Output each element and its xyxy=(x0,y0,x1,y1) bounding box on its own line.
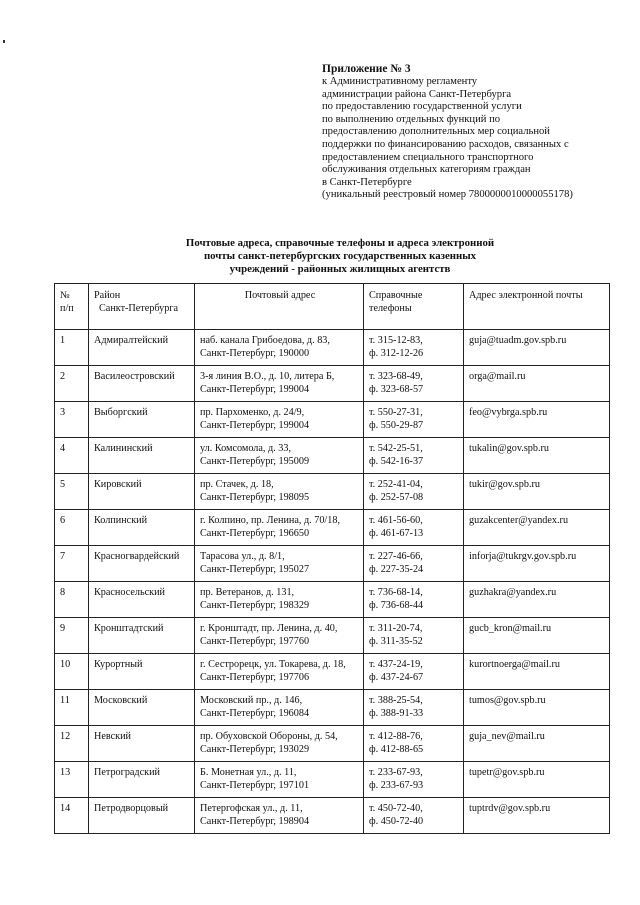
header-phones-line: Справочные xyxy=(369,290,423,301)
row-num-line: 7 xyxy=(60,551,66,562)
row-num xyxy=(55,726,89,762)
document-title-line: почты санкт-петербургских государственных казенных xyxy=(203,250,477,262)
row-email xyxy=(464,798,610,834)
row-district-line: Кронштадтский xyxy=(94,623,164,634)
row-phones-line: ф. 311-35-52 xyxy=(369,635,423,647)
row-num-line: 9 xyxy=(60,623,66,634)
row-address xyxy=(195,510,364,546)
appendix-title: Приложение № 3 xyxy=(322,63,411,75)
row-phones-line: т. 233-67-93, xyxy=(369,767,423,778)
row-address xyxy=(195,654,364,690)
row-email-line: gucb_kron@mail.ru xyxy=(469,623,552,634)
row-email-line: tumos@gov.spb.ru xyxy=(469,695,546,706)
table-row xyxy=(55,366,610,402)
header-district-line: Район xyxy=(94,290,121,301)
row-district-line: Петродворцовый xyxy=(94,803,169,814)
table-row xyxy=(55,618,610,654)
row-email xyxy=(464,330,610,366)
table-row xyxy=(55,402,610,438)
row-email xyxy=(464,618,610,654)
row-phones-line: т. 323-68-49, xyxy=(369,371,423,382)
row-phones-line: т. 412-88-76, xyxy=(369,731,423,742)
row-address xyxy=(195,330,364,366)
row-district xyxy=(89,546,195,582)
row-district-line: Красногвардейский xyxy=(94,551,180,562)
row-phones-line: т. 315-12-83, xyxy=(369,335,423,346)
row-address-line: Санкт-Петербург, 196650 xyxy=(200,527,310,539)
row-phones-line: ф. 388-91-33 xyxy=(369,707,424,719)
row-address-line: Санкт-Петербург, 190000 xyxy=(200,347,310,359)
table-row xyxy=(55,330,610,366)
row-district-line: Адмиралтейский xyxy=(94,335,169,346)
row-phones-line: т. 311-20-74, xyxy=(369,623,423,634)
document-title xyxy=(150,237,530,276)
row-address-line: пр. Пархоменко, д. 24/9, xyxy=(200,407,305,418)
appendix-line: по предоставлению государственной услуги xyxy=(322,101,522,113)
row-phones-line: т. 252-41-04, xyxy=(369,479,423,490)
row-address-line: Санкт-Петербург, 199004 xyxy=(200,383,310,395)
row-num-line: 5 xyxy=(60,479,66,490)
row-address-line: г. Колпино, пр. Ленина, д. 70/18, xyxy=(200,515,340,526)
row-address-line: Санкт-Петербург, 197101 xyxy=(200,779,310,791)
document-title-line: учреждений - районных жилищных агентств xyxy=(229,263,451,275)
table-row xyxy=(55,438,610,474)
table-row xyxy=(55,510,610,546)
row-district-line: Выборгский xyxy=(94,407,148,418)
margin-mark xyxy=(3,40,5,43)
appendix-line: предоставлением специального транспортного xyxy=(322,151,534,163)
row-phones xyxy=(364,402,464,438)
row-phones xyxy=(364,474,464,510)
header-email: Адрес электронной почты xyxy=(464,284,610,330)
row-num xyxy=(55,546,89,582)
table-row xyxy=(55,654,610,690)
document-title-line: Почтовые адреса, справочные телефоны и адреса электронной xyxy=(185,237,495,249)
row-email-line: guzhakra@yandex.ru xyxy=(469,587,557,598)
row-phones xyxy=(364,438,464,474)
row-phones-line: ф. 736-68-44 xyxy=(369,599,424,611)
row-district-line: Колпинский xyxy=(94,515,148,526)
appendix-line: (уникальный реестровый номер 7800000010000055178) xyxy=(322,189,573,201)
row-phones-line: т. 461-56-60, xyxy=(369,515,423,526)
row-num-line: 10 xyxy=(60,659,71,670)
row-address-line: пр. Ветеранов, д. 131, xyxy=(200,587,295,598)
row-address-line: Санкт-Петербург, 193029 xyxy=(200,743,310,755)
row-num xyxy=(55,330,89,366)
row-address-line: Санкт-Петербург, 197760 xyxy=(200,635,310,647)
row-phones-line: ф. 437-24-67 xyxy=(369,671,424,683)
row-phones-line: т. 450-72-40, xyxy=(369,803,423,814)
row-num xyxy=(55,438,89,474)
row-email xyxy=(464,438,610,474)
row-district xyxy=(89,618,195,654)
row-email-line: guzakcenter@yandex.ru xyxy=(469,515,569,526)
row-address xyxy=(195,798,364,834)
row-address xyxy=(195,474,364,510)
row-phones-line: т. 542-25-51, xyxy=(369,443,423,454)
row-phones-line: т. 736-68-14, xyxy=(369,587,423,598)
table-row xyxy=(55,690,610,726)
row-phones-line: ф. 323-68-57 xyxy=(369,383,424,395)
row-num xyxy=(55,618,89,654)
row-address-line: Санкт-Петербург, 195027 xyxy=(200,563,310,575)
row-phones-line: т. 388-25-54, xyxy=(369,695,423,706)
row-email-line: tukir@gov.spb.ru xyxy=(469,479,540,490)
row-district xyxy=(89,690,195,726)
row-phones-line: ф. 542-16-37 xyxy=(369,455,424,467)
row-address-line: Тарасова ул., д. 8/1, xyxy=(200,551,285,562)
row-district xyxy=(89,654,195,690)
table-row xyxy=(55,582,610,618)
header-phones xyxy=(364,284,464,330)
header-phones-line: телефоны xyxy=(369,302,412,314)
row-num xyxy=(55,798,89,834)
row-district xyxy=(89,510,195,546)
row-district xyxy=(89,798,195,834)
row-address-line: наб. канала Грибоедова, д. 83, xyxy=(200,335,330,346)
row-district xyxy=(89,438,195,474)
row-address-line: Б. Монетная ул., д. 11, xyxy=(200,767,297,778)
row-num-line: 3 xyxy=(60,407,66,418)
row-address-line: Санкт-Петербург, 198329 xyxy=(200,599,310,611)
header-district-line: Санкт-Петербурга xyxy=(99,302,179,314)
row-district xyxy=(89,582,195,618)
row-email xyxy=(464,654,610,690)
row-district xyxy=(89,474,195,510)
row-email xyxy=(464,402,610,438)
row-phones-line: ф. 461-67-13 xyxy=(369,527,424,539)
row-num xyxy=(55,402,89,438)
row-phones-line: ф. 412-88-65 xyxy=(369,743,424,755)
row-email xyxy=(464,726,610,762)
row-address xyxy=(195,582,364,618)
row-address xyxy=(195,726,364,762)
row-phones xyxy=(364,762,464,798)
row-num xyxy=(55,690,89,726)
row-address-line: 3-я линия В.О., д. 10, литера Б, xyxy=(200,371,335,382)
row-district xyxy=(89,762,195,798)
row-num xyxy=(55,366,89,402)
row-address-line: Санкт-Петербург, 195009 xyxy=(200,455,310,467)
row-address-line: Санкт-Петербург, 199004 xyxy=(200,419,310,431)
row-address-line: Петергофская ул., д. 11, xyxy=(200,803,303,814)
row-district-line: Невский xyxy=(94,731,132,742)
appendix-line: к Административному регламенту xyxy=(322,76,478,87)
row-num-line: 4 xyxy=(60,443,66,454)
row-num-line: 8 xyxy=(60,587,66,598)
row-district xyxy=(89,366,195,402)
row-address-line: пр. Обуховской Обороны, д. 54, xyxy=(200,731,338,742)
appendix-line: в Санкт-Петербурге xyxy=(322,176,412,188)
table-row xyxy=(55,798,610,834)
header-num-line: № xyxy=(60,290,70,301)
row-phones-line: т. 550-27-31, xyxy=(369,407,423,418)
row-phones-line: ф. 227-35-24 xyxy=(369,563,424,575)
row-district xyxy=(89,726,195,762)
row-district-line: Калининский xyxy=(94,443,153,454)
row-email-line: orga@mail.ru xyxy=(469,371,526,382)
row-district xyxy=(89,402,195,438)
row-address xyxy=(195,366,364,402)
row-address xyxy=(195,690,364,726)
row-phones xyxy=(364,546,464,582)
row-address xyxy=(195,438,364,474)
row-num-line: 12 xyxy=(60,731,71,742)
row-phones xyxy=(364,330,464,366)
row-address xyxy=(195,546,364,582)
row-email xyxy=(464,366,610,402)
row-num xyxy=(55,510,89,546)
row-email-line: guja_nev@mail.ru xyxy=(469,731,545,742)
appendix-line: администрации района Санкт-Петербурга xyxy=(322,88,512,100)
header-address: Почтовый адрес xyxy=(195,284,364,330)
header-district xyxy=(89,284,195,330)
row-num xyxy=(55,762,89,798)
row-phones xyxy=(364,582,464,618)
row-email-line: tuptrdv@gov.spb.ru xyxy=(469,803,551,814)
row-address-line: Санкт-Петербург, 196084 xyxy=(200,707,310,719)
row-district-line: Кировский xyxy=(94,479,142,490)
row-address-line: Московский пр., д. 146, xyxy=(200,695,303,706)
row-address xyxy=(195,618,364,654)
row-address-line: г. Кронштадт, пр. Ленина, д. 40, xyxy=(200,623,338,634)
row-email xyxy=(464,762,610,798)
row-address-line: Санкт-Петербург, 197706 xyxy=(200,671,310,683)
header-num-line: п/п xyxy=(60,302,74,314)
row-phones xyxy=(364,654,464,690)
table-row xyxy=(55,762,610,798)
table-row xyxy=(55,474,610,510)
appendix-block xyxy=(322,62,622,202)
row-num-line: 1 xyxy=(60,335,66,346)
row-phones xyxy=(364,798,464,834)
row-address-line: ул. Комсомола, д. 33, xyxy=(200,443,291,454)
row-phones-line: ф. 312-12-26 xyxy=(369,347,424,359)
row-phones-line: т. 227-46-66, xyxy=(369,551,423,562)
row-address-line: Санкт-Петербург, 198095 xyxy=(200,491,310,503)
table-row xyxy=(55,546,610,582)
row-num-line: 14 xyxy=(60,803,71,814)
table-header-row xyxy=(55,284,610,330)
row-address-line: Санкт-Петербург, 198904 xyxy=(200,815,310,827)
row-phones xyxy=(364,510,464,546)
row-address xyxy=(195,402,364,438)
row-num-line: 2 xyxy=(60,371,66,382)
row-address xyxy=(195,762,364,798)
row-num-line: 6 xyxy=(60,515,66,526)
row-email-line: guja@tuadm.gov.spb.ru xyxy=(469,335,567,346)
row-num xyxy=(55,474,89,510)
row-district-line: Московский xyxy=(94,695,148,706)
appendix-line: поддержки по финансированию расходов, связанных с xyxy=(322,138,569,150)
row-num xyxy=(55,582,89,618)
row-email-line: inforja@tukrgv.gov.spb.ru xyxy=(469,551,577,562)
row-address-line: пр. Стачек, д. 18, xyxy=(200,479,274,490)
row-phones xyxy=(364,690,464,726)
row-email-line: feo@vybrga.spb.ru xyxy=(469,407,548,418)
row-phones-line: ф. 450-72-40 xyxy=(369,815,424,827)
appendix-line: обслуживания отдельных категориям граждан xyxy=(322,164,531,176)
row-address-line: г. Сестрорецк, ул. Токарева, д. 18, xyxy=(200,659,346,670)
row-phones-line: ф. 252-57-08 xyxy=(369,491,424,503)
row-phones-line: ф. 550-29-87 xyxy=(369,419,424,431)
row-district-line: Курортный xyxy=(94,659,143,670)
row-district-line: Василеостровский xyxy=(94,371,175,382)
table-row xyxy=(55,726,610,762)
appendix-line: по выполнению отдельных функций по xyxy=(322,113,501,125)
row-district xyxy=(89,330,195,366)
row-email-line: kurortnoerga@mail.ru xyxy=(469,659,560,670)
row-email-line: tupetr@gov.spb.ru xyxy=(469,767,545,778)
row-phones-line: ф. 233-67-93 xyxy=(369,779,424,791)
row-phones xyxy=(364,366,464,402)
row-email-line: tukalin@gov.spb.ru xyxy=(469,443,550,454)
row-district-line: Петроградский xyxy=(94,767,160,778)
row-email xyxy=(464,690,610,726)
row-email xyxy=(464,582,610,618)
header-num xyxy=(55,284,89,330)
appendix-line: предоставлению дополнительных мер социальной xyxy=(322,126,550,138)
row-phones-line: т. 437-24-19, xyxy=(369,659,423,670)
row-email xyxy=(464,474,610,510)
row-phones xyxy=(364,618,464,654)
row-email xyxy=(464,546,610,582)
row-email xyxy=(464,510,610,546)
agencies-table xyxy=(54,283,610,834)
row-num xyxy=(55,654,89,690)
row-phones xyxy=(364,726,464,762)
row-num-line: 11 xyxy=(60,695,70,706)
row-num-line: 13 xyxy=(60,767,71,778)
row-district-line: Красносельский xyxy=(94,587,166,598)
